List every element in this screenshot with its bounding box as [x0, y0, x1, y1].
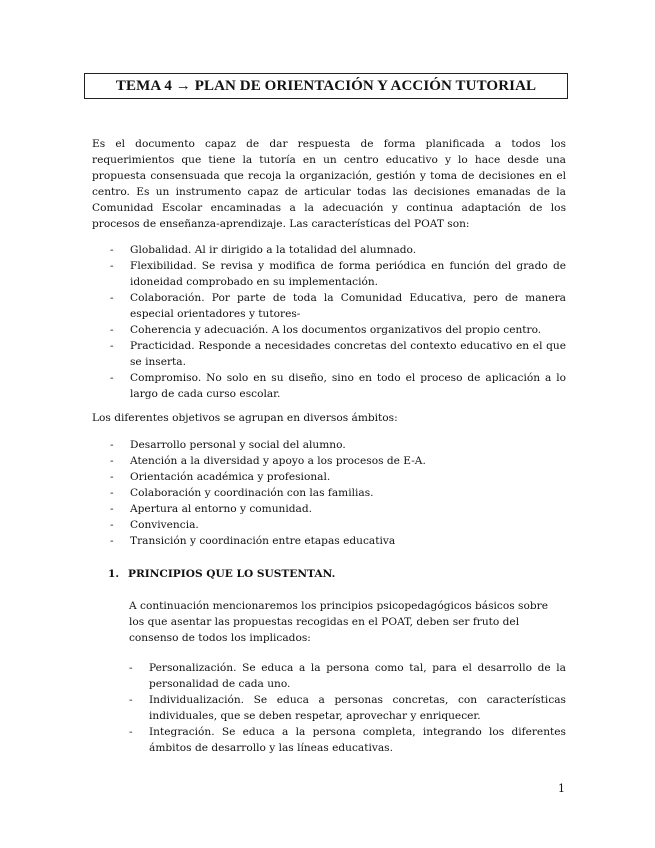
- list-item: - Compromiso. No solo en su diseño, sino en todo el proceso de aplicación a lo largo de cada curso escolar.: [92, 370, 566, 402]
- list-item: - Desarrollo personal y social del alumno.: [92, 437, 566, 453]
- section-text: A continuación mencionaremos los principios psicopedagógicos básicos sobre los que asentar las propuestas recogidas en el POAT, deben ser fruto del consenso de todos los implicados:: [129, 600, 548, 644]
- intro-paragraph: [92, 136, 566, 232]
- principles-list: [129, 660, 566, 756]
- intro-text: Es el documento capaz de dar respuesta de forma planificada a todos los requerimientos que tiene la tutoría en un centro educativo y lo hace desde una propuesta consensuada que recoja la organización, gestión y toma de decisiones en el centro. Es un instrumento capaz de articular todas las decisiones emanadas de la Comunidad Escolar encaminadas a la adecuación y continua adaptación de los procesos de enseñanza-aprendizaje. Las características del POAT son:: [92, 138, 566, 230]
- list-item: - Convivencia.: [92, 517, 566, 533]
- section-paragraph: [129, 598, 566, 646]
- list-item: - Individualización. Se educa a personas concretas, con características individuales, que se deben respetar, aprovechar y enriquecer.: [129, 692, 566, 724]
- characteristics-list: [92, 242, 566, 402]
- list-item: - Transición y coordinación entre etapas educativa: [92, 533, 566, 549]
- list-item: - Colaboración y coordinación con las familias.: [92, 485, 566, 501]
- list-item: - Coherencia y adecuación. A los documentos organizativos del propio centro.: [92, 322, 566, 338]
- list-item: - Integración. Se educa a la persona completa, integrando los diferentes ámbitos de desarrollo y las líneas educativas.: [129, 724, 566, 756]
- list-item: - Colaboración. Por parte de toda la Comunidad Educativa, pero de manera especial orientadores y tutores-: [92, 290, 566, 322]
- list-item: - Globalidad. Al ir dirigido a la totalidad del alumnado.: [92, 242, 566, 258]
- section-heading-text: PRINCIPIOS QUE LO SUSTENTAN.: [128, 568, 336, 580]
- page-number: 1: [558, 782, 565, 795]
- list-item: - Flexibilidad. Se revisa y modifica de forma periódica en función del grado de idoneidad comprobado en su implementación.: [92, 258, 566, 290]
- list-item: - Atención a la diversidad y apoyo a los procesos de E-A.: [92, 453, 566, 469]
- objectives-intro: [92, 410, 566, 426]
- page-title: [84, 73, 568, 99]
- list-item: - Orientación académica y profesional.: [92, 469, 566, 485]
- page-title-text: TEMA 4 → PLAN DE ORIENTACIÓN Y ACCIÓN TUTORIAL: [115, 77, 537, 94]
- list-item: - Personalización. Se educa a la persona como tal, para el desarrollo de la personalidad de cada uno.: [129, 660, 566, 692]
- objectives-intro-text: Los diferentes objetivos se agrupan en diversos ámbitos:: [92, 412, 398, 424]
- list-item: - Apertura al entorno y comunidad.: [92, 501, 566, 517]
- section-number: 1.: [108, 568, 120, 580]
- section-heading: [108, 568, 335, 580]
- objectives-list: [92, 437, 566, 549]
- list-item: - Practicidad. Responde a necesidades concretas del contexto educativo en el que se inserta.: [92, 338, 566, 370]
